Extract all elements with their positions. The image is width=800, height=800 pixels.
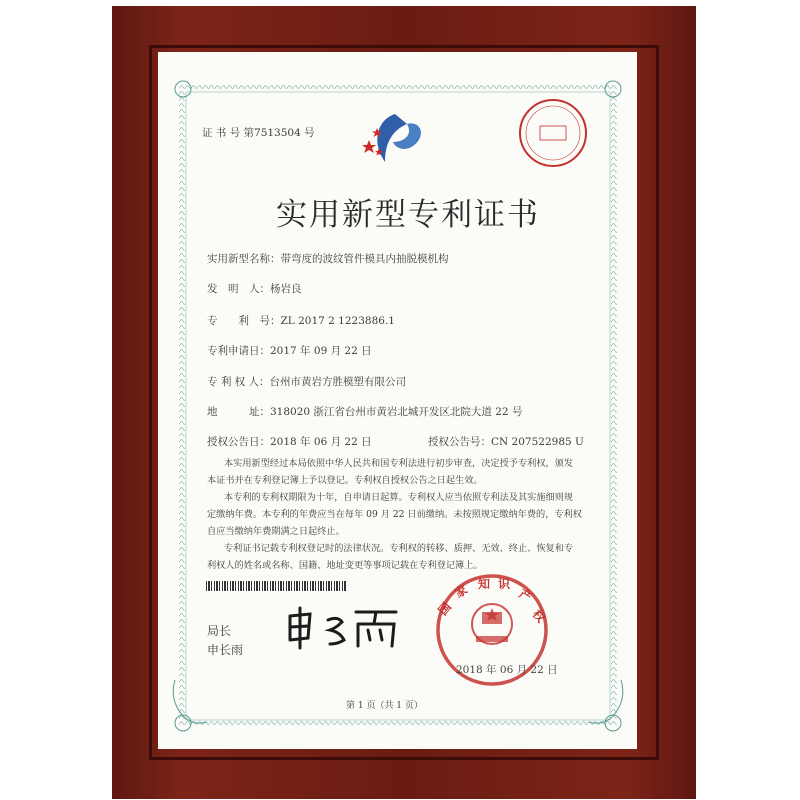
body-line: 利权人的姓名或名称、国籍、地址变更等事项记载在专利登记簿上。 bbox=[207, 560, 483, 571]
certificate-number: 证 书 号 第7513504 号 bbox=[202, 127, 315, 139]
registration-stamp bbox=[516, 96, 590, 170]
inventor: 发 明 人：杨岩良 bbox=[207, 283, 302, 295]
director-name: 申长雨 bbox=[207, 643, 244, 657]
svg-text:识: 识 bbox=[498, 577, 511, 591]
filing-date: 专利申请日：2017 年 09 月 22 日 bbox=[207, 345, 372, 357]
grant-number: 授权公告号：CN 207522985 U bbox=[428, 436, 584, 448]
patent-office-logo bbox=[355, 112, 435, 172]
director-title: 局长 bbox=[207, 624, 232, 638]
utility-model-name: 实用新型名称：带弯度的波纹管件模具内抽脱模机构 bbox=[207, 253, 449, 265]
body-line: 本实用新型经过本局依照中华人民共和国专利法进行初步审查，决定授予专利权，颁发 bbox=[224, 458, 574, 469]
page-number: 第 1 页（共 1 页） bbox=[346, 701, 423, 711]
body-line: 自应当缴纳年费期满之日起终止。 bbox=[207, 526, 345, 537]
body-line: 本专利的专利权期限为十年，自申请日起算。专利权人应当依照专利法及其实施细则规 bbox=[224, 492, 574, 503]
svg-text:产: 产 bbox=[516, 586, 534, 605]
barcode bbox=[206, 581, 346, 591]
seal-date: 2018 年 06 月 22 日 bbox=[456, 664, 558, 676]
body-line: 专利证书记载专利权登记时的法律状况。专利权的转移、质押、无效、终止、恢复和专 bbox=[224, 543, 574, 554]
svg-text:家: 家 bbox=[452, 582, 470, 601]
svg-text:知: 知 bbox=[478, 577, 491, 591]
body-line: 定缴纳年费。本专利的年费应当在每年 09 月 22 日前缴纳。未按照规定缴纳年费的，专利权 bbox=[207, 509, 582, 520]
grant-date: 授权公告日：2018 年 06 月 22 日 bbox=[207, 436, 372, 448]
page-title: 实用新型专利证书 bbox=[276, 197, 540, 233]
svg-text:权: 权 bbox=[529, 606, 549, 626]
patentee: 专 利 权 人：台州市黄岩方胜模塑有限公司 bbox=[207, 376, 407, 388]
body-line: 本证书并在专利登记簿上予以登记。专利权自授权公告之日起生效。 bbox=[207, 475, 483, 486]
director-signature bbox=[284, 606, 404, 652]
svg-text:国: 国 bbox=[435, 599, 455, 618]
address: 地 址：318020 浙江省台州市黄岩北城开发区北院大道 22 号 bbox=[207, 406, 523, 418]
patent-number: 专 利 号：ZL 2017 2 1223886.1 bbox=[207, 315, 395, 327]
